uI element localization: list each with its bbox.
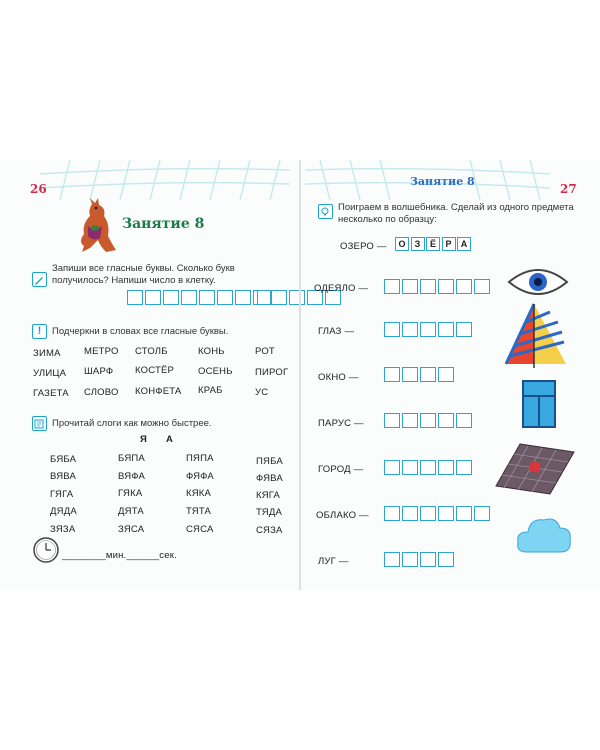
timer-record[interactable]: ________мин.______сек. <box>62 550 177 561</box>
word-label: ОКНО — <box>318 372 359 383</box>
word: ПИРОГ <box>255 367 289 378</box>
word: УЛИЦА <box>33 368 67 379</box>
answer-cell[interactable] <box>384 552 400 567</box>
word-label: ГОРОД — <box>318 464 364 475</box>
word-label: ОБЛАКО — <box>316 510 369 521</box>
answer-cell[interactable] <box>384 279 400 294</box>
answer-cell[interactable] <box>271 290 287 305</box>
word: КОНЬ <box>198 346 225 357</box>
word: ЗИМА <box>33 348 61 359</box>
answer-cell[interactable] <box>384 367 400 382</box>
answer-cell[interactable] <box>163 290 179 305</box>
window-picture <box>522 380 556 428</box>
syllable: БЯБА <box>50 454 77 465</box>
answer-cell[interactable] <box>402 460 418 475</box>
answer-cell[interactable] <box>456 413 472 428</box>
syllable: ТЯДА <box>256 507 283 518</box>
book-spread <box>0 160 600 590</box>
answer-cells[interactable] <box>384 552 456 567</box>
cloud-picture <box>514 514 574 554</box>
answer-cell[interactable] <box>420 460 436 475</box>
answer-cell[interactable] <box>384 506 400 521</box>
answer-cells[interactable] <box>384 322 474 337</box>
syllable: ПЯБА <box>256 456 283 467</box>
syllable: ФЯФА <box>186 471 214 482</box>
answer-cell[interactable] <box>420 367 436 382</box>
answer-cell[interactable] <box>402 506 418 521</box>
word: РОТ <box>255 346 275 357</box>
word: СТОЛБ <box>135 346 168 357</box>
syllable: КЯКА <box>186 488 212 499</box>
syllable: СЯСА <box>186 524 214 535</box>
letter-cell: Ё <box>426 237 440 251</box>
answer-cells[interactable] <box>384 279 492 294</box>
answer-cell[interactable] <box>474 506 490 521</box>
task-text: Поиграем в волшебника. Сделай из одного предмета несколько по образцу: <box>338 202 574 225</box>
word: КРАБ <box>198 385 223 396</box>
word: ШАРФ <box>84 366 114 377</box>
task1-text: Запиши все гласные буквы. Сколько букв получилось? Напиши число в клетку. <box>52 263 235 286</box>
answer-cell[interactable] <box>127 290 143 305</box>
answer-cell[interactable] <box>181 290 197 305</box>
answer-cell[interactable] <box>420 279 436 294</box>
syllable: ЗЯСА <box>118 524 145 535</box>
letter-cell: З <box>411 237 425 251</box>
sail-picture <box>500 302 570 370</box>
syllable: ДЯТА <box>118 506 144 517</box>
word: КОСТЁР <box>135 365 175 376</box>
answer-cell[interactable] <box>456 506 472 521</box>
word-label: ОДЕЯЛО — <box>314 283 369 294</box>
answer-cell[interactable] <box>456 460 472 475</box>
syllable: ПЯПА <box>186 453 214 464</box>
syllable: КЯГА <box>256 490 281 501</box>
grid-decoration <box>40 160 290 200</box>
word-label: ЛУГ — <box>318 556 349 567</box>
page-number: 27 <box>560 182 577 196</box>
task2-text: Подчеркни в словах все гласные буквы. <box>52 326 229 337</box>
syllable: ДЯДА <box>50 506 77 517</box>
answer-cell[interactable] <box>235 290 251 305</box>
answer-cell[interactable] <box>456 322 472 337</box>
header-lesson-title: Занятие 8 <box>410 175 475 188</box>
answer-cell[interactable] <box>438 413 454 428</box>
word-label: ПАРУС — <box>318 418 364 429</box>
syllable: ГЯКА <box>118 488 143 499</box>
book-task-icon <box>32 416 47 431</box>
syllable: СЯЗА <box>256 525 283 536</box>
answer-cell[interactable] <box>474 279 490 294</box>
task3-text: Прочитай слоги как можно быстрее. <box>52 418 212 429</box>
right-page <box>300 160 600 590</box>
answer-cell[interactable] <box>402 367 418 382</box>
word: МЕТРО <box>84 346 119 357</box>
answer-cells[interactable] <box>384 367 456 382</box>
answer-cell[interactable] <box>402 413 418 428</box>
answer-cell[interactable] <box>438 552 454 567</box>
answer-cell[interactable] <box>384 460 400 475</box>
answer-cell[interactable] <box>420 552 436 567</box>
answer-cell[interactable] <box>402 552 418 567</box>
answer-cell[interactable] <box>438 367 454 382</box>
answer-cell[interactable] <box>438 279 454 294</box>
letter-ya: Я <box>140 434 148 445</box>
answer-cell[interactable] <box>456 279 472 294</box>
syllable: ВЯФА <box>118 471 146 482</box>
word: ОСЕНЬ <box>198 366 233 377</box>
syllable: БЯПА <box>118 453 145 464</box>
word-label: ГЛАЗ — <box>318 326 355 337</box>
letter-a: А <box>166 434 174 445</box>
syllable: ВЯВА <box>50 471 77 482</box>
syllable: ФЯВА <box>256 473 283 484</box>
answer-cell[interactable] <box>384 322 400 337</box>
answer-cell[interactable] <box>420 322 436 337</box>
city-picture <box>494 442 576 496</box>
answer-cell[interactable] <box>420 413 436 428</box>
kangaroo-illustration <box>78 198 118 256</box>
lesson-title: Занятие 8 <box>122 216 205 232</box>
answer-cell[interactable] <box>217 290 233 305</box>
syllable: ГЯГА <box>50 489 74 500</box>
answer-cell[interactable] <box>438 322 454 337</box>
answer-cell[interactable] <box>438 460 454 475</box>
word: СЛОВО <box>84 387 119 398</box>
answer-cell[interactable] <box>402 279 418 294</box>
word: УС <box>255 387 269 398</box>
answer-cells[interactable] <box>384 413 474 428</box>
answer-cell[interactable] <box>402 322 418 337</box>
word: КОНФЕТА <box>135 386 182 397</box>
lightbulb-task-icon <box>318 204 333 219</box>
answer-cell[interactable] <box>384 413 400 428</box>
answer-cell[interactable] <box>438 506 454 521</box>
eye-picture <box>506 264 570 300</box>
word: ГАЗЕТА <box>33 388 69 399</box>
answer-cell[interactable] <box>420 506 436 521</box>
stopwatch-icon <box>32 536 60 564</box>
letter-cell: Р <box>442 237 456 251</box>
answer-cell[interactable] <box>199 290 215 305</box>
letter-cell: О <box>395 237 409 251</box>
page-number: 26 <box>30 182 47 196</box>
pencil-task-icon <box>32 272 47 287</box>
left-page <box>0 160 300 590</box>
answer-cells[interactable] <box>384 506 492 521</box>
syllable: ЗЯЗА <box>50 524 76 535</box>
syllable: ТЯТА <box>186 506 212 517</box>
answer-cell[interactable] <box>145 290 161 305</box>
letter-cell: А <box>457 237 471 251</box>
answer-cells[interactable] <box>384 460 474 475</box>
exclamation-task-icon: ! <box>32 324 47 339</box>
example-letter-cells <box>395 237 473 251</box>
example-word: ОЗЕРО — <box>340 241 387 252</box>
count-cell[interactable] <box>257 290 271 305</box>
